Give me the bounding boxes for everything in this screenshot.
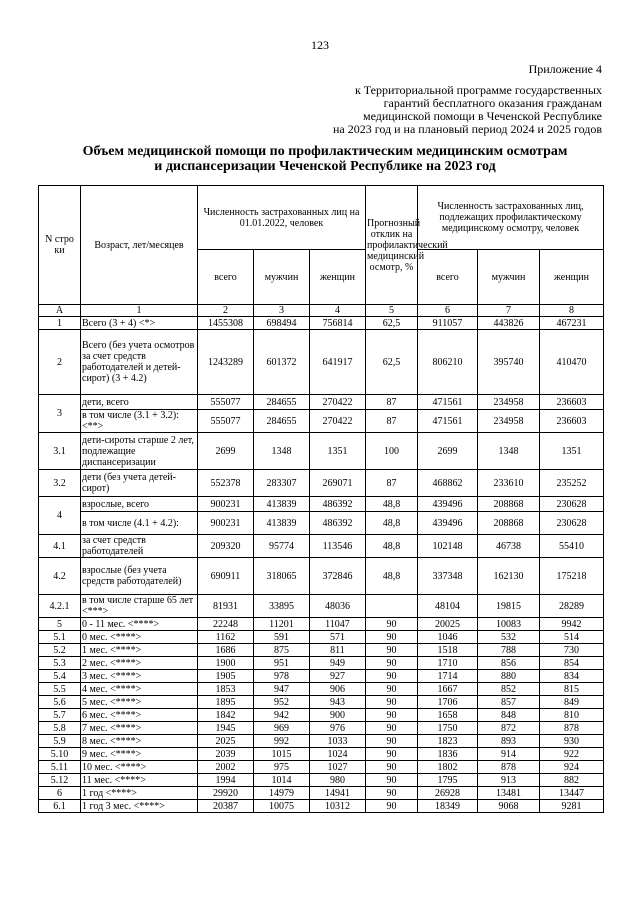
header-forecast: Прогнозный отклик на профилактический медицинский осмотр, % (366, 186, 418, 305)
subject-men: 443826 (478, 317, 540, 330)
row-num: 5.3 (39, 657, 81, 670)
subject-women: 514 (540, 631, 604, 644)
age-label: взрослые, всего (81, 497, 198, 512)
subject-men: 1348 (478, 433, 540, 470)
insured-men: 283307 (254, 470, 310, 497)
approval-line: гарантий бесплатного оказания гражданам (383, 96, 602, 110)
subject-women: 924 (540, 761, 604, 774)
insured-total: 209320 (198, 535, 254, 558)
insured-total: 555077 (198, 410, 254, 433)
forecast-percent: 90 (366, 683, 418, 696)
insured-total: 900231 (198, 512, 254, 535)
age-label: 1 год <****> (81, 787, 198, 800)
appendix-label: Приложение 4 (528, 62, 602, 76)
subject-men: 893 (478, 735, 540, 748)
subject-women: 236603 (540, 410, 604, 433)
age-label: 9 мес. <****> (81, 748, 198, 761)
subject-total: 439496 (418, 497, 478, 512)
col-number: 1 (81, 305, 198, 317)
subject-women: 810 (540, 709, 604, 722)
insured-women: 927 (310, 670, 366, 683)
forecast-percent: 90 (366, 696, 418, 709)
subject-women: 55410 (540, 535, 604, 558)
subject-men: 208868 (478, 497, 540, 512)
insured-men: 942 (254, 709, 310, 722)
subject-women: 849 (540, 696, 604, 709)
row-num: 5 (39, 618, 81, 631)
insured-women: 1351 (310, 433, 366, 470)
header-women: женщин (310, 250, 366, 305)
table-row (39, 535, 604, 558)
insured-men: 591 (254, 631, 310, 644)
insured-total: 20387 (198, 800, 254, 813)
row-num: 5.5 (39, 683, 81, 696)
age-label: дети (без учета детей-сирот) (81, 470, 198, 497)
forecast-percent: 90 (366, 787, 418, 800)
approval-line: на 2023 год и на плановый период 2024 и 2025 годов (332, 122, 602, 136)
insured-total: 1455308 (198, 317, 254, 330)
subject-total: 1802 (418, 761, 478, 774)
subject-women: 28289 (540, 595, 604, 618)
subject-men: 13481 (478, 787, 540, 800)
subject-women: 882 (540, 774, 604, 787)
forecast-percent: 90 (366, 774, 418, 787)
forecast-percent: 90 (366, 800, 418, 813)
subject-total: 2699 (418, 433, 478, 470)
subject-women: 235252 (540, 470, 604, 497)
row-num: 5.9 (39, 735, 81, 748)
insured-total: 1945 (198, 722, 254, 735)
row-num: 5.7 (39, 709, 81, 722)
col-number: 6 (418, 305, 478, 317)
subject-women: 834 (540, 670, 604, 683)
insured-men: 992 (254, 735, 310, 748)
subject-total: 471561 (418, 395, 478, 410)
table-row (39, 774, 604, 787)
volume-table (38, 185, 604, 813)
forecast-percent: 62,5 (366, 330, 418, 395)
insured-women: 980 (310, 774, 366, 787)
col-number: 2 (198, 305, 254, 317)
insured-women: 1033 (310, 735, 366, 748)
forecast-percent: 87 (366, 470, 418, 497)
age-label: 7 мес. <****> (81, 722, 198, 735)
row-num: 4.2.1 (39, 595, 81, 618)
col-number: А (39, 305, 81, 317)
insured-women: 372846 (310, 558, 366, 595)
insured-women: 641917 (310, 330, 366, 395)
subject-women: 815 (540, 683, 604, 696)
age-label: 11 мес. <****> (81, 774, 198, 787)
insured-total: 1994 (198, 774, 254, 787)
subject-total: 1795 (418, 774, 478, 787)
insured-total: 552378 (198, 470, 254, 497)
insured-men: 11201 (254, 618, 310, 631)
table-row (39, 683, 604, 696)
age-label: за счет средств работодателей (81, 535, 198, 558)
row-num: 5.11 (39, 761, 81, 774)
header-men: мужчин (478, 250, 540, 305)
insured-total: 1243289 (198, 330, 254, 395)
subject-total: 439496 (418, 512, 478, 535)
row-num: 6.1 (39, 800, 81, 813)
insured-total: 1905 (198, 670, 254, 683)
subject-total: 471561 (418, 410, 478, 433)
header-total: всего (198, 250, 254, 305)
header-age: Возраст, лет/месяцев (81, 186, 198, 305)
insured-total: 555077 (198, 395, 254, 410)
subject-women: 467231 (540, 317, 604, 330)
forecast-percent: 90 (366, 644, 418, 657)
insured-men: 10075 (254, 800, 310, 813)
col-number: 8 (540, 305, 604, 317)
insured-women: 949 (310, 657, 366, 670)
subject-total: 1836 (418, 748, 478, 761)
forecast-percent: 48,8 (366, 497, 418, 512)
subject-men: 532 (478, 631, 540, 644)
table-row (39, 595, 604, 618)
subject-men: 788 (478, 644, 540, 657)
insured-men: 413839 (254, 497, 310, 512)
forecast-percent: 90 (366, 761, 418, 774)
age-label: 1 мес. <****> (81, 644, 198, 657)
forecast-percent: 90 (366, 657, 418, 670)
age-label: Всего (3 + 4) <*> (81, 317, 198, 330)
subject-men: 234958 (478, 395, 540, 410)
insured-total: 900231 (198, 497, 254, 512)
insured-total: 1895 (198, 696, 254, 709)
table-row (39, 618, 604, 631)
insured-women: 1024 (310, 748, 366, 761)
insured-women: 269071 (310, 470, 366, 497)
subject-men: 19815 (478, 595, 540, 618)
forecast-percent: 48,8 (366, 558, 418, 595)
insured-men: 413839 (254, 512, 310, 535)
approval-line: к Территориальной программе государственных (354, 83, 602, 97)
insured-men: 951 (254, 657, 310, 670)
table-row (39, 470, 604, 497)
subject-men: 857 (478, 696, 540, 709)
age-label: 2 мес. <****> (81, 657, 198, 670)
insured-women: 48036 (310, 595, 366, 618)
insured-women: 976 (310, 722, 366, 735)
subject-men: 208868 (478, 512, 540, 535)
table-row (39, 433, 604, 470)
table-row (39, 709, 604, 722)
table-row (39, 657, 604, 670)
age-label: Всего (без учета осмотров за счет средств работодателей и детей-сирот) (3 + 4.2) (81, 330, 198, 395)
forecast-percent: 62,5 (366, 317, 418, 330)
header-total: всего (418, 250, 478, 305)
insured-total: 1162 (198, 631, 254, 644)
insured-men: 952 (254, 696, 310, 709)
insured-women: 900 (310, 709, 366, 722)
subject-total: 1518 (418, 644, 478, 657)
insured-women: 811 (310, 644, 366, 657)
forecast-percent: 90 (366, 618, 418, 631)
age-label: 1 год 3 мес. <****> (81, 800, 198, 813)
row-num: 5.8 (39, 722, 81, 735)
insured-men: 875 (254, 644, 310, 657)
insured-women: 11047 (310, 618, 366, 631)
subject-women: 236603 (540, 395, 604, 410)
table-row (39, 800, 604, 813)
age-label: 0 мес. <****> (81, 631, 198, 644)
header-insured-count: Численность застрахованных лиц на 01.01.2022, человек (198, 186, 366, 250)
subject-total: 1658 (418, 709, 478, 722)
forecast-percent: 90 (366, 748, 418, 761)
col-number: 7 (478, 305, 540, 317)
row-num: 3.1 (39, 433, 81, 470)
row-num: 5.2 (39, 644, 81, 657)
insured-women: 270422 (310, 395, 366, 410)
subject-total: 337348 (418, 558, 478, 595)
forecast-percent: 90 (366, 631, 418, 644)
table-row (39, 558, 604, 595)
row-num: 2 (39, 330, 81, 395)
insured-men: 1015 (254, 748, 310, 761)
forecast-percent: 90 (366, 709, 418, 722)
table-row (39, 317, 604, 330)
subject-men: 852 (478, 683, 540, 696)
subject-total: 48104 (418, 595, 478, 618)
col-number: 3 (254, 305, 310, 317)
insured-men: 33895 (254, 595, 310, 618)
approval-line: медицинской помощи в Чеченской Республике (362, 109, 602, 123)
subject-women: 410470 (540, 330, 604, 395)
subject-total: 1710 (418, 657, 478, 670)
subject-men: 848 (478, 709, 540, 722)
col-number: 4 (310, 305, 366, 317)
row-num: 1 (39, 317, 81, 330)
subject-total: 911057 (418, 317, 478, 330)
age-label: 0 - 11 мес. <****> (81, 618, 198, 631)
insured-women: 486392 (310, 512, 366, 535)
insured-men: 284655 (254, 410, 310, 433)
table-row (39, 395, 604, 410)
table-row (39, 410, 604, 433)
insured-total: 1842 (198, 709, 254, 722)
insured-women: 906 (310, 683, 366, 696)
insured-women: 943 (310, 696, 366, 709)
subject-total: 26928 (418, 787, 478, 800)
forecast-percent: 90 (366, 670, 418, 683)
insured-women: 1027 (310, 761, 366, 774)
subject-women: 9281 (540, 800, 604, 813)
table-row (39, 748, 604, 761)
subject-men: 880 (478, 670, 540, 683)
row-num: 5.10 (39, 748, 81, 761)
forecast-percent: 87 (366, 395, 418, 410)
forecast-percent: 100 (366, 433, 418, 470)
forecast-percent: 90 (366, 735, 418, 748)
header-men: мужчин (254, 250, 310, 305)
age-label: 3 мес. <****> (81, 670, 198, 683)
row-num: 4 (39, 497, 81, 535)
table-row (39, 735, 604, 748)
table-row (39, 644, 604, 657)
row-num: 3.2 (39, 470, 81, 497)
table-row (39, 696, 604, 709)
forecast-percent: 48,8 (366, 535, 418, 558)
age-label: взрослые (без учета средств работодателей) (81, 558, 198, 595)
insured-total: 2025 (198, 735, 254, 748)
insured-men: 318065 (254, 558, 310, 595)
age-label: в том числе (4.1 + 4.2): (81, 512, 198, 535)
insured-women: 10312 (310, 800, 366, 813)
insured-total: 81931 (198, 595, 254, 618)
insured-total: 1686 (198, 644, 254, 657)
forecast-percent: 87 (366, 410, 418, 433)
age-label: 6 мес. <****> (81, 709, 198, 722)
subject-men: 878 (478, 761, 540, 774)
table-row (39, 497, 604, 512)
age-label: в том числе (3.1 + 3.2): <**> (81, 410, 198, 433)
subject-women: 175218 (540, 558, 604, 595)
table-row (39, 787, 604, 800)
insured-men: 947 (254, 683, 310, 696)
forecast-percent: 48,8 (366, 512, 418, 535)
insured-women: 113546 (310, 535, 366, 558)
forecast-percent (366, 595, 418, 618)
table-row (39, 670, 604, 683)
age-label: 5 мес. <****> (81, 696, 198, 709)
subject-men: 233610 (478, 470, 540, 497)
row-num: 6 (39, 787, 81, 800)
subject-total: 102148 (418, 535, 478, 558)
age-label: 10 мес. <****> (81, 761, 198, 774)
insured-total: 690911 (198, 558, 254, 595)
insured-women: 571 (310, 631, 366, 644)
subject-total: 18349 (418, 800, 478, 813)
insured-men: 698494 (254, 317, 310, 330)
insured-total: 2699 (198, 433, 254, 470)
subject-women: 230628 (540, 512, 604, 535)
table-row (39, 631, 604, 644)
page-number: 123 (311, 38, 329, 52)
header-women: женщин (540, 250, 604, 305)
insured-women: 14941 (310, 787, 366, 800)
insured-men: 284655 (254, 395, 310, 410)
insured-total: 22248 (198, 618, 254, 631)
insured-total: 1853 (198, 683, 254, 696)
title-line: и диспансеризации Чеченской Республике на 2023 год (154, 159, 496, 174)
subject-women: 730 (540, 644, 604, 657)
subject-men: 234958 (478, 410, 540, 433)
insured-men: 1348 (254, 433, 310, 470)
insured-women: 486392 (310, 497, 366, 512)
table-row (39, 330, 604, 395)
table-row (39, 722, 604, 735)
subject-women: 930 (540, 735, 604, 748)
subject-men: 162130 (478, 558, 540, 595)
subject-men: 856 (478, 657, 540, 670)
insured-total: 29920 (198, 787, 254, 800)
header-subject-count: Численность застрахованных лиц, подлежащих профилактическому медицинскому осмотру, человек (418, 186, 604, 250)
subject-men: 10083 (478, 618, 540, 631)
subject-women: 9942 (540, 618, 604, 631)
subject-women: 1351 (540, 433, 604, 470)
subject-total: 468862 (418, 470, 478, 497)
insured-men: 978 (254, 670, 310, 683)
subject-total: 1667 (418, 683, 478, 696)
table-row (39, 512, 604, 535)
subject-men: 9068 (478, 800, 540, 813)
subject-women: 878 (540, 722, 604, 735)
row-num: 5.6 (39, 696, 81, 709)
insured-men: 969 (254, 722, 310, 735)
subject-men: 46738 (478, 535, 540, 558)
subject-total: 806210 (418, 330, 478, 395)
row-num: 5.1 (39, 631, 81, 644)
row-num: 4.1 (39, 535, 81, 558)
subject-men: 913 (478, 774, 540, 787)
subject-women: 13447 (540, 787, 604, 800)
row-num: 5.4 (39, 670, 81, 683)
subject-men: 395740 (478, 330, 540, 395)
insured-men: 975 (254, 761, 310, 774)
age-label: в том числе старше 65 лет <***> (81, 595, 198, 618)
row-num: 3 (39, 395, 81, 433)
row-num: 5.12 (39, 774, 81, 787)
subject-total: 20025 (418, 618, 478, 631)
age-label: дети-сироты старше 2 лет, подлежащие диспансеризации (81, 433, 198, 470)
col-number: 5 (366, 305, 418, 317)
header-row-number: N стро ки (39, 186, 81, 305)
age-label: 4 мес. <****> (81, 683, 198, 696)
subject-men: 914 (478, 748, 540, 761)
subject-men: 872 (478, 722, 540, 735)
subject-total: 1046 (418, 631, 478, 644)
subject-total: 1714 (418, 670, 478, 683)
insured-men: 601372 (254, 330, 310, 395)
insured-total: 1900 (198, 657, 254, 670)
age-label: дети, всего (81, 395, 198, 410)
title-line: Объем медицинской помощи по профилактическим медицинским осмотрам (82, 144, 568, 159)
table-row (39, 761, 604, 774)
insured-total: 2002 (198, 761, 254, 774)
age-label: 8 мес. <****> (81, 735, 198, 748)
insured-women: 756814 (310, 317, 366, 330)
subject-women: 230628 (540, 497, 604, 512)
approval-text (333, 84, 602, 136)
subject-total: 1706 (418, 696, 478, 709)
subject-total: 1823 (418, 735, 478, 748)
insured-total: 2039 (198, 748, 254, 761)
document-title (60, 144, 590, 174)
insured-men: 1014 (254, 774, 310, 787)
insured-men: 14979 (254, 787, 310, 800)
subject-women: 922 (540, 748, 604, 761)
subject-women: 854 (540, 657, 604, 670)
insured-men: 95774 (254, 535, 310, 558)
row-num: 4.2 (39, 558, 81, 595)
forecast-percent: 90 (366, 722, 418, 735)
insured-women: 270422 (310, 410, 366, 433)
subject-total: 1750 (418, 722, 478, 735)
